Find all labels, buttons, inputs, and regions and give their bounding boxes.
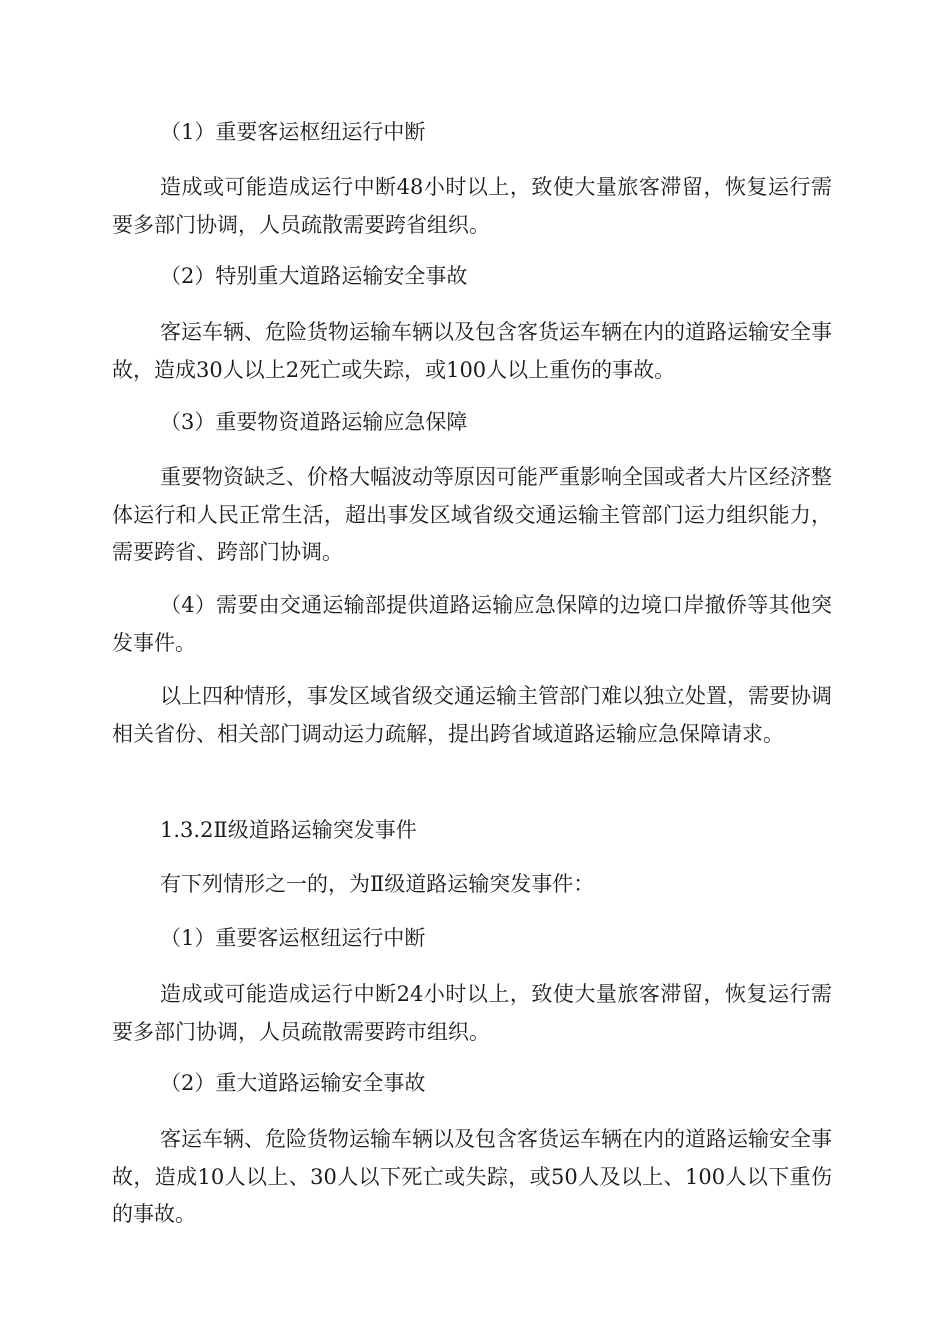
paragraph-4: 客运车辆、危险货物运输车辆以及包含客货运车辆在内的道路运输安全事故，造成30人以上2死亡或失踪，或100人以上重伤的事故。 bbox=[112, 320, 832, 382]
paragraph-9: 有下列情形之一的，为Ⅱ级道路运输突发事件： bbox=[160, 872, 595, 896]
paragraph-11: 造成或可能造成运行中断24小时以上，致使大量旅客滞留，恢复运行需要多部门协调，人员疏散需要跨市组织。 bbox=[112, 982, 832, 1044]
paragraph-2: 造成或可能造成运行中断48小时以上，致使大量旅客滞留，恢复运行需要多部门协调，人员疏散需要跨省组织。 bbox=[112, 175, 832, 237]
paragraph-6: 重要物资缺乏、价格大幅波动等原因可能严重影响全国或者大片区经济整体运行和人民正常生活，超出事发区域省级交通运输主管部门运力组织能力，需要跨省、跨部门协调。 bbox=[112, 465, 832, 564]
paragraph-10: （1）重要客运枢纽运行中断 bbox=[160, 926, 426, 950]
paragraph-12: （2）重大道路运输安全事故 bbox=[160, 1071, 426, 1095]
paragraph-3: （2）特别重大道路运输安全事故 bbox=[160, 264, 468, 288]
paragraph-7: （4）需要由交通运输部提供道路运输应急保障的边境口岸撤侨等其他突发事件。 bbox=[112, 593, 832, 655]
section-heading: 1.3.2Ⅱ级道路运输突发事件 bbox=[160, 818, 417, 842]
paragraph-8: 以上四种情形，事发区域省级交通运输主管部门难以独立处置，需要协调相关省份、相关部门调动运力疏解，提出跨省域道路运输应急保障请求。 bbox=[112, 684, 832, 746]
paragraph-1: （1）重要客运枢纽运行中断 bbox=[160, 120, 426, 144]
paragraph-13: 客运车辆、危险货物运输车辆以及包含客货运车辆在内的道路运输安全事故，造成10人以上、30人以下死亡或失踪，或50人及以上、100人以下重伤的事故。 bbox=[112, 1127, 832, 1226]
paragraph-5: （3）重要物资道路运输应急保障 bbox=[160, 410, 468, 434]
